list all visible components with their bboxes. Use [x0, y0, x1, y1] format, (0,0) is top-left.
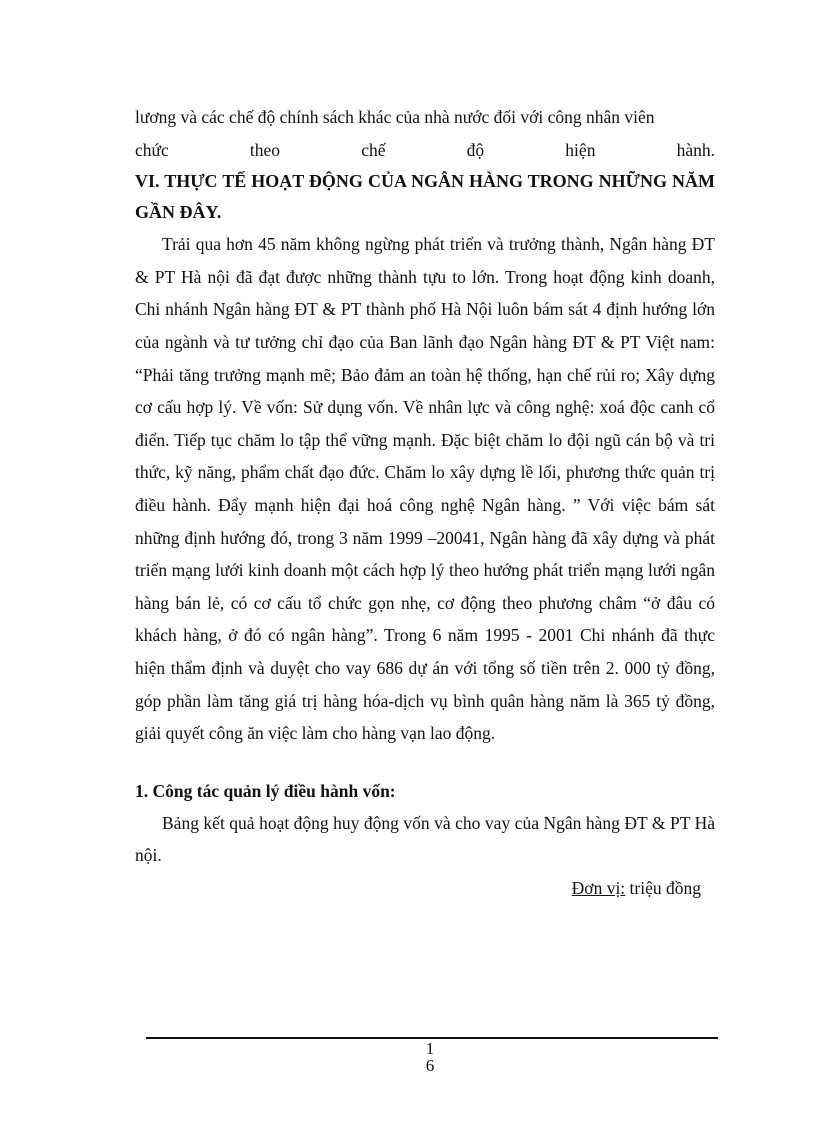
- page-content: [135, 101, 715, 904]
- unit-value: triệu đồng: [625, 877, 701, 898]
- intro-line-1: lương và các chế độ chính sách khác của nhà nước đối với công nhân viên: [135, 107, 655, 127]
- page-number: [400, 1040, 460, 1074]
- subsection-heading: 1. Công tác quản lý điều hành vốn:: [135, 780, 396, 801]
- unit-label: Đơn vị:: [571, 877, 626, 898]
- paragraph-history: Trải qua hơn 45 năm không ngừng phát triển và trưởng thành, Ngân hàng ĐT & PT Hà nội đã đạt được những thành tựu to lớn. Trong hoạt động kinh doanh, Chi nhánh Ngân hàng ĐT & PT thành phố Hà Nội luôn bám sát 4 định hướng lớn của ngành và tư tưởng chỉ đạo của Ban lãnh đạo Ngân hàng ĐT & PT Việt nam: “Phải tăng trưởng mạnh mẽ; Bảo đảm an toàn hệ thống, hạn chế rủi ro; Xây dựng cơ cấu hợp lý. Về vốn: Sử dụng vốn. Về nhân lực và công nghệ: xoá độc canh cổ điển. Tiếp tục chăm lo tập thể vững mạnh. Đặc biệt chăm lo đội ngũ cán bộ và tri thức, kỹ năng, phẩm chất đạo đức. Chăm lo xây dựng lề lối, phương thức quản trị điều hành. Đẩy mạnh hiện đại hoá công nghệ Ngân hàng. ” Với việc bám sát những định hướng đó, trong 3 năm 1999 –20041, Ngân hàng đã xây dựng và phát triển mạng lưới kinh doanh một cách hợp lý theo hướng phát triển mạng lưới ngân hàng bán lẻ, có cơ cấu tổ chức gọn nhẹ, cơ động theo phương châm “ở đâu có khách hàng, ở đó có ngân hàng”. Trong 6 năm 1995 - 2001 Chi nhánh đã thực hiện thẩm định và duyệt cho vay 686 dự án với tổng số tiền trên 2. 000 tỷ đồng, góp phần làm tăng giá trị hàng hóa-dịch vụ bình quân hàng năm là 365 tỷ đồng, giải quyết công ăn việc làm cho hàng vạn lao động.: [135, 234, 715, 744]
- section-heading: VI. THỰC TẾ HOẠT ĐỘNG CỦA NGÂN HÀNG TRONG NHỮNG NĂM GẦN ĐÂY.: [135, 171, 715, 223]
- page-number-bottom: 6: [425, 1056, 435, 1075]
- unit-line: [135, 872, 715, 904]
- page-number-top: 1: [425, 1039, 435, 1058]
- intro-line-2: chức theo chế độ hiện hành.: [135, 139, 715, 160]
- paragraph-table-caption: Bảng kết quả hoạt động huy động vốn và cho vay của Ngân hàng ĐT & PT Hà nội.: [135, 812, 715, 866]
